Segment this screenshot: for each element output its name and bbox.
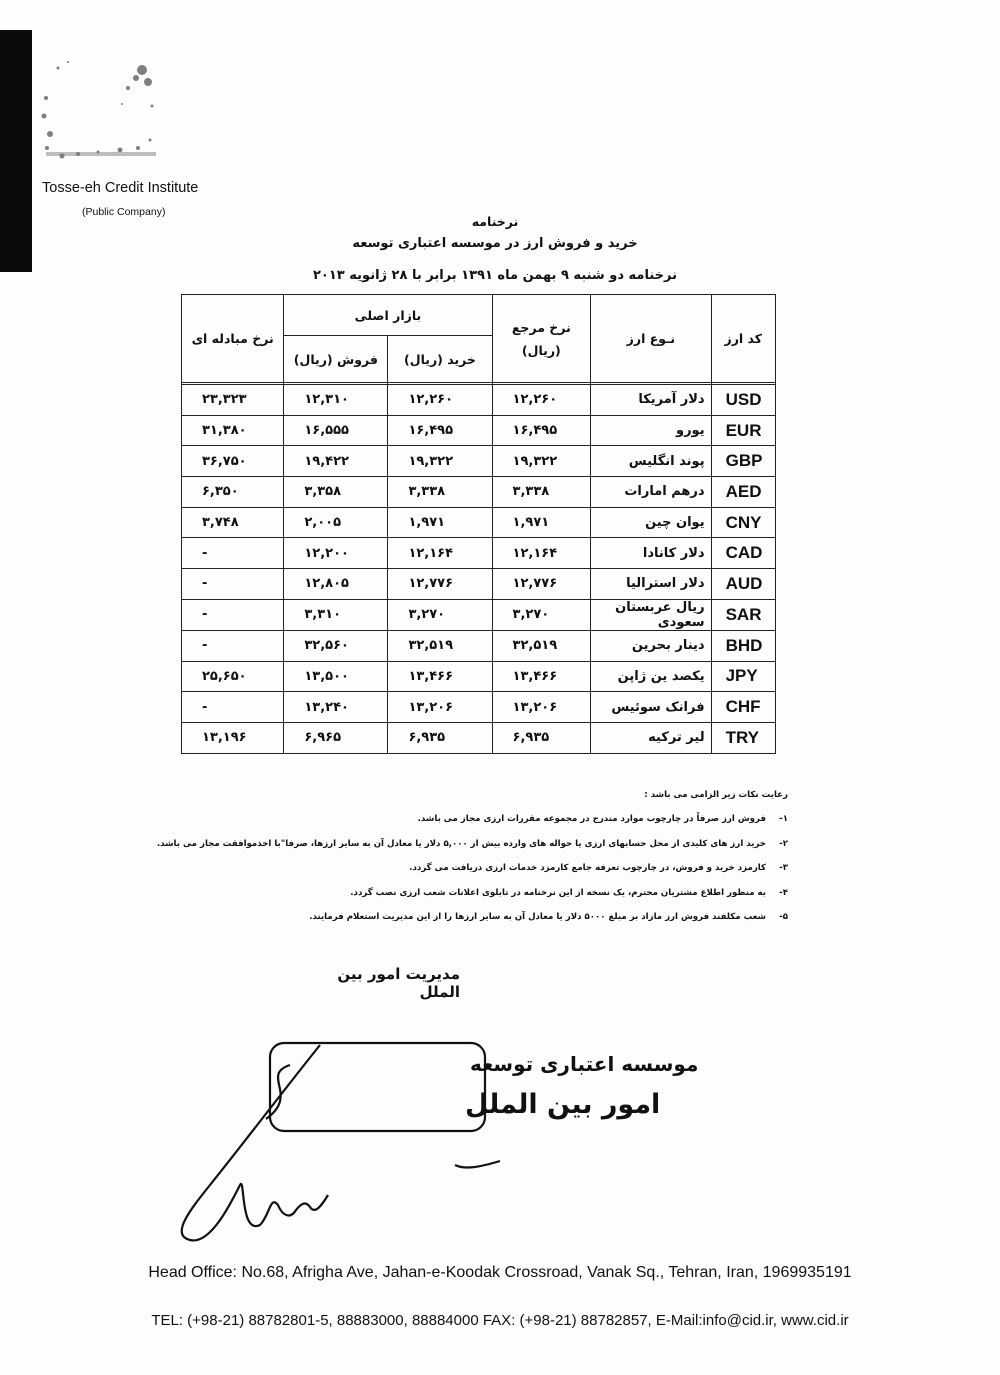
buy-rate-cell: ۱۳,۴۶۶ (388, 661, 492, 692)
sell-rate-cell: ۱۹,۴۲۲ (284, 446, 388, 477)
exchange-rate-cell: - (182, 538, 284, 569)
sell-rate-cell: ۱۶,۵۵۵ (284, 415, 388, 446)
exchange-rate-cell: ۶,۳۵۰ (182, 477, 284, 508)
table-row (182, 538, 776, 569)
table-row (182, 692, 776, 723)
currency-name-cell: لیر ترکیه (591, 722, 711, 753)
currency-name-cell: یورو (591, 415, 711, 446)
header-buy: خرید (ریال) (388, 336, 492, 383)
institute-subtitle: (Public Company) (82, 206, 166, 218)
currency-name-cell: دینار بحرین (591, 630, 711, 661)
currency-name-cell: پوند انگلیس (591, 446, 711, 477)
stamp-line-2: امور بین الملل (465, 1089, 661, 1120)
currency-name-cell: دلار آمریکا (591, 385, 711, 416)
currency-code-cell: TRY (711, 722, 775, 753)
currency-code-cell: CNY (711, 507, 775, 538)
note-text: خرید ارز های کلیدی از محل حسابهای ارزی یا حواله های وارده بیش از ۵,۰۰۰ دلار یا معادل آن به سایر ارزها، صرفا"با اخذموافقت مجاز می باشد. (156, 838, 766, 849)
table-row (182, 599, 776, 630)
note-number: ۲- (779, 838, 788, 849)
header-exchange-rate: نرخ مبادله ای (182, 295, 284, 383)
institute-logo (38, 48, 168, 163)
exchange-rate-cell: ۳۱,۳۸۰ (182, 415, 284, 446)
buy-rate-cell: ۳,۲۷۰ (388, 599, 492, 630)
table-row (182, 630, 776, 661)
note-number: ۵- (779, 912, 788, 922)
table-row (182, 415, 776, 446)
reference-rate-cell: ۱۲,۲۶۰ (492, 385, 591, 416)
sell-rate-cell: ۱۲,۲۰۰ (284, 538, 388, 569)
buy-rate-cell: ۱,۹۷۱ (388, 507, 492, 538)
exchange-rate-cell: ۳,۷۴۸ (182, 507, 284, 538)
header-code: کد ارز (711, 295, 775, 383)
footer-contact: TEL: (+98-21) 88782801-5, 88883000, 88884000 FAX: (+98-21) 88782857, E-Mail:info@cid.ir, www.cid.ir (151, 1312, 849, 1329)
doc-title: نرخنامه (471, 214, 519, 229)
notes-section (156, 790, 788, 937)
currency-code-cell: CAD (711, 538, 775, 569)
table-row (182, 446, 776, 477)
header-main-market: بازار اصلی (284, 295, 492, 336)
exchange-rate-cell: ۳۶,۷۵۰ (182, 446, 284, 477)
reference-rate-cell: ۱۲,۱۶۴ (492, 538, 591, 569)
currency-name-cell: دلار استرالیا (591, 569, 711, 600)
header-reference-rate-label: نرخ مرجع (511, 319, 571, 335)
table-row (182, 661, 776, 692)
currency-code-cell: JPY (711, 661, 775, 692)
currency-code-cell: USD (711, 385, 775, 416)
exchange-rate-cell: ۲۳,۳۲۳ (182, 385, 284, 416)
sell-rate-cell: ۱۲,۸۰۵ (284, 569, 388, 600)
notes-heading: رعایت نکات زیر الزامی می باشد : (644, 790, 788, 800)
reference-rate-cell: ۶,۹۳۵ (492, 722, 591, 753)
header-currency-type: نـوع ارز (591, 295, 711, 383)
table-row (182, 507, 776, 538)
reference-rate-cell: ۳,۲۷۰ (492, 599, 591, 630)
currency-code-cell: AED (711, 477, 775, 508)
department-name: مدیریت امور بین الملل (337, 965, 460, 1001)
exchange-rate-cell: ۱۳,۱۹۶ (182, 722, 284, 753)
exchange-rate-table (181, 294, 776, 754)
buy-rate-cell: ۱۳,۲۰۶ (388, 692, 492, 723)
header-reference-rate (492, 295, 591, 383)
sell-rate-cell: ۲,۰۰۵ (284, 507, 388, 538)
note-text: فروش ارز صرفاً در چارچوب موارد مندرج در مجموعه مقررات ارزی مجاز می باشد. (417, 814, 766, 824)
currency-code-cell: AUD (711, 569, 775, 600)
reference-rate-cell: ۱۹,۳۲۲ (492, 446, 591, 477)
signature-tail (455, 1161, 500, 1168)
note-item (168, 863, 788, 873)
reference-rate-cell: ۱۳,۴۶۶ (492, 661, 591, 692)
footer-address: Head Office: No.68, Afrigha Ave, Jahan-e-Koodak Crossroad, Vanak Sq., Tehran, Iran, 1969935191 (148, 1264, 852, 1281)
buy-rate-cell: ۱۶,۴۹۵ (388, 415, 492, 446)
currency-name-cell: یوان چین (591, 507, 711, 538)
table-row (182, 385, 776, 416)
stamp-border (270, 1043, 485, 1131)
sell-rate-cell: ۳,۳۵۸ (284, 477, 388, 508)
reference-rate-cell: ۱۲,۷۷۶ (492, 569, 591, 600)
exchange-rate-cell: - (182, 599, 284, 630)
currency-name-cell: دلار کانادا (591, 538, 711, 569)
note-item (156, 838, 788, 849)
currency-code-cell: EUR (711, 415, 775, 446)
stamp-and-signature (170, 1035, 699, 1250)
exchange-rate-cell: ۲۵,۶۵۰ (182, 661, 284, 692)
sell-rate-cell: ۱۲,۳۱۰ (284, 385, 388, 416)
sell-rate-cell: ۶,۹۶۵ (284, 722, 388, 753)
reference-rate-cell: ۱۳,۲۰۶ (492, 692, 591, 723)
header-reference-unit: (ریال) (521, 342, 561, 358)
currency-code-cell: BHD (711, 630, 775, 661)
header-sell: فروش (ریال) (284, 336, 388, 383)
table-row (182, 569, 776, 600)
reference-rate-cell: ۳۲,۵۱۹ (492, 630, 591, 661)
currency-code-cell: GBP (711, 446, 775, 477)
sell-rate-cell: ۱۳,۲۴۰ (284, 692, 388, 723)
currency-name-cell: درهم امارات (591, 477, 711, 508)
exchange-rate-cell: - (182, 630, 284, 661)
sell-rate-cell: ۳۲,۵۶۰ (284, 630, 388, 661)
note-item (168, 888, 788, 898)
exchange-rate-cell: - (182, 692, 284, 723)
currency-code-cell: CHF (711, 692, 775, 723)
note-number: ۳- (779, 863, 788, 873)
note-item (168, 814, 788, 824)
sell-rate-cell: ۳,۳۱۰ (284, 599, 388, 630)
note-item (168, 912, 788, 922)
note-text: کارمزد خرید و فروش، در چارچوب تعرفه جامع کارمزد خدمات ارزی دریافت می گردد. (409, 863, 766, 873)
buy-rate-cell: ۱۲,۷۷۶ (388, 569, 492, 600)
stamp-line-1: موسسه اعتباری توسعه (470, 1052, 699, 1076)
buy-rate-cell: ۱۲,۱۶۴ (388, 538, 492, 569)
doc-date-line: نرخنامه دو شنبه ۹ بهمن ماه ۱۳۹۱ برابر با ۲۸ ژانویه ۲۰۱۳ (313, 268, 677, 283)
table-row (182, 722, 776, 753)
reference-rate-cell: ۱,۹۷۱ (492, 507, 591, 538)
buy-rate-cell: ۱۲,۲۶۰ (388, 385, 492, 416)
note-number: ۴- (779, 887, 788, 898)
exchange-rate-cell: - (182, 569, 284, 600)
reference-rate-cell: ۳,۳۳۸ (492, 477, 591, 508)
currency-code-cell: SAR (711, 599, 775, 630)
currency-name-cell: یکصد ین ژاپن (591, 661, 711, 692)
sell-rate-cell: ۱۳,۵۰۰ (284, 661, 388, 692)
note-text: شعب مکلفند فروش ارز مازاد بر مبلغ ۵۰۰۰ دلار یا معادل آن به سایر ارزها را از این مدیریت استعلام فرمایند. (309, 912, 766, 922)
buy-rate-cell: ۱۹,۳۲۲ (388, 446, 492, 477)
currency-name-cell: فرانک سوئیس (591, 692, 711, 723)
institute-name: Tosse-eh Credit Institute (42, 180, 199, 196)
doc-subtitle: خرید و فروش ارز در موسسه اعتباری توسعه (352, 236, 638, 251)
reference-rate-cell: ۱۶,۴۹۵ (492, 415, 591, 446)
note-text: به منظور اطلاع مشتریان محترم، یک نسخه از این نرخنامه در تابلوی اعلانات شعب ارزی نصب گردد. (350, 887, 766, 898)
note-number: ۱- (779, 814, 788, 824)
buy-rate-cell: ۶,۹۳۵ (388, 722, 492, 753)
buy-rate-cell: ۳۲,۵۱۹ (388, 630, 492, 661)
currency-name-cell: ریال عربستان سعودی (591, 599, 711, 630)
buy-rate-cell: ۳,۳۳۸ (388, 477, 492, 508)
scan-edge-bar (0, 30, 32, 272)
signature-stroke (182, 1045, 328, 1240)
table-row (182, 477, 776, 508)
